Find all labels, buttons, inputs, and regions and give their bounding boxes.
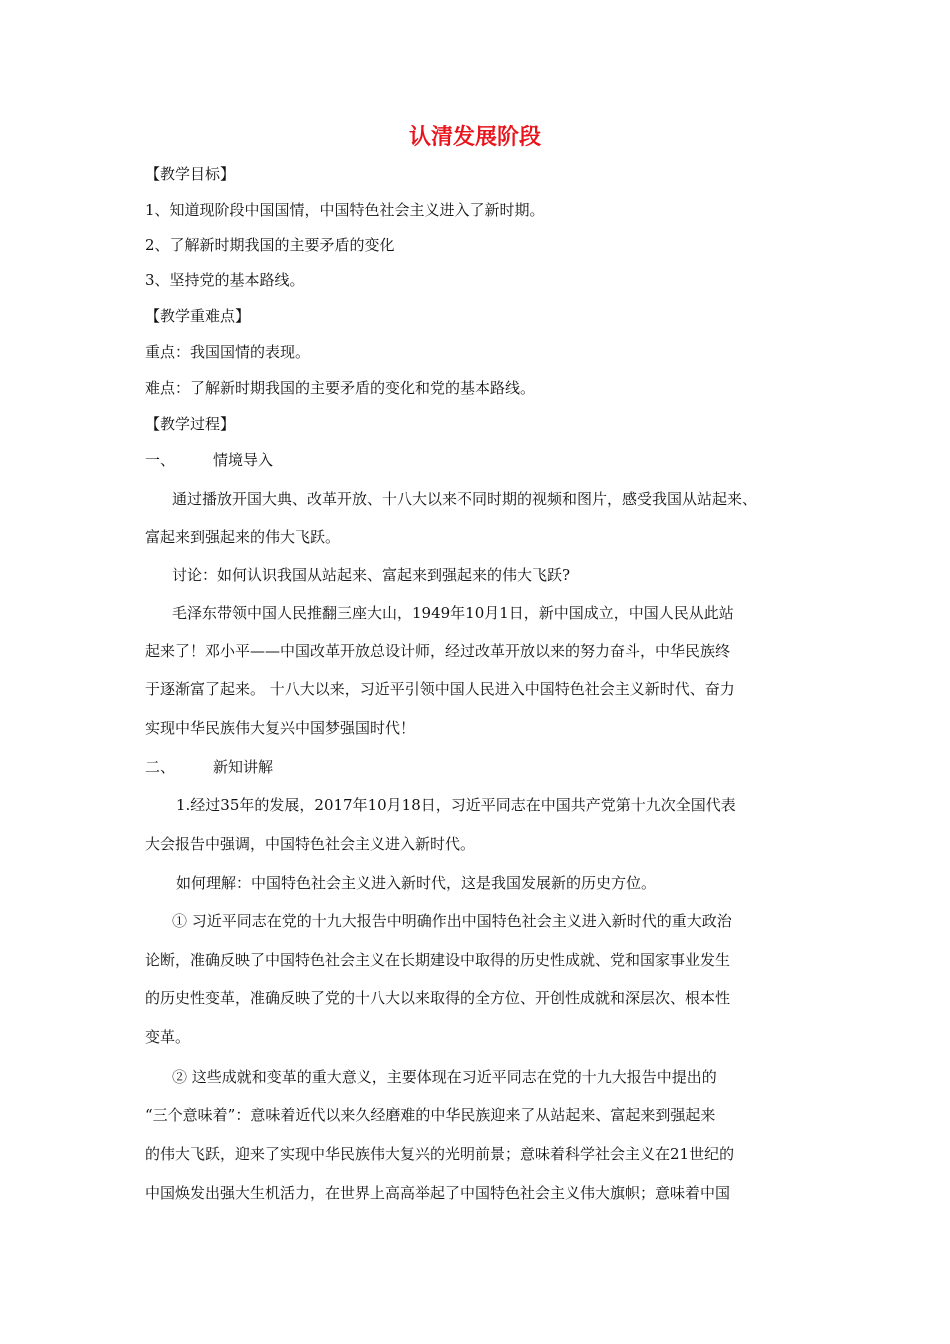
objective-item: 2、了解新时期我国的主要矛盾的变化: [145, 236, 395, 254]
process-heading: 【教学过程】: [145, 415, 236, 433]
understanding-text: 如何理解：中国特色社会主义进入新时代，这是我国发展新的历史方位。: [176, 874, 657, 892]
part1-number: 一、: [145, 451, 176, 469]
paragraph-line: 毛泽东带领中国人民推翻三座大山，1949年10月1日，新中国成立，中国人民从此站: [172, 604, 734, 622]
part1-title: 情境导入: [213, 451, 274, 469]
paragraph-line: “三个意味着”：意味着近代以来久经磨难的中华民族迎来了从站起来、富起来到强起来: [145, 1106, 716, 1124]
paragraph-line: 的伟大飞跃，迎来了实现中华民族伟大复兴的光明前景；意味着科学社会主义在21世纪的: [145, 1145, 735, 1163]
paragraph-line: 起来了！邓小平——中国改革开放总设计师，经过改革开放以来的努力奋斗，中华民族终: [145, 642, 731, 660]
page-title: 认清发展阶段: [408, 125, 541, 150]
objective-item: 1、知道现阶段中国国情，中国特色社会主义进入了新时期。: [145, 201, 545, 219]
discussion-question: 讨论：如何认识我国从站起来、富起来到强起来的伟大飞跃?: [172, 566, 571, 584]
paragraph-line: 论断，准确反映了中国特色社会主义在长期建设中取得的历史性成就、党和国家事业发生: [145, 951, 731, 969]
paragraph-line: ② 这些成就和变革的重大意义，主要体现在习近平同志在党的十九大报告中提出的: [172, 1068, 717, 1086]
paragraph-line: 大会报告中强调，中国特色社会主义进入新时代。: [145, 835, 476, 853]
difficulty-text: 难点：了解新时期我国的主要矛盾的变化和党的基本路线。: [145, 379, 536, 397]
paragraph-line: 于逐渐富了起来。 十八大以来，习近平引领中国人民进入中国特色社会主义新时代、奋力: [145, 680, 735, 698]
part2-title: 新知讲解: [213, 758, 274, 776]
part2-heading: [145, 757, 273, 777]
part2-number: 二、: [145, 758, 176, 776]
paragraph-line: 富起来到强起来的伟大飞跃。: [145, 528, 341, 546]
objectives-heading: 【教学目标】: [145, 165, 236, 183]
paragraph-line: 中国焕发出强大生机活力，在世界上高高举起了中国特色社会主义伟大旗帜；意味着中国: [145, 1184, 731, 1202]
paragraph-line: ① 习近平同志在党的十九大报告中明确作出中国特色社会主义进入新时代的重大政治: [172, 912, 732, 930]
keypoints-heading: 【教学重难点】: [145, 307, 251, 325]
part1-heading: [145, 450, 273, 470]
paragraph-line: 1.经过35年的发展，2017年10月18日，习近平同志在中国共产党第十九次全国代表: [176, 796, 736, 814]
keypoint-text: 重点：我国国情的表现。: [145, 343, 311, 361]
paragraph-line: 变革。: [145, 1028, 191, 1046]
paragraph-line: 通过播放开国大典、改革开放、十八大以来不同时期的视频和图片，感受我国从站起来、: [172, 490, 758, 508]
objective-item: 3、坚持党的基本路线。: [145, 271, 305, 289]
paragraph-line: 的历史性变革，准确反映了党的十八大以来取得的全方位、开创性成就和深层次、根本性: [145, 989, 731, 1007]
paragraph-line: 实现中华民族伟大复兴中国梦强国时代！: [145, 719, 416, 737]
